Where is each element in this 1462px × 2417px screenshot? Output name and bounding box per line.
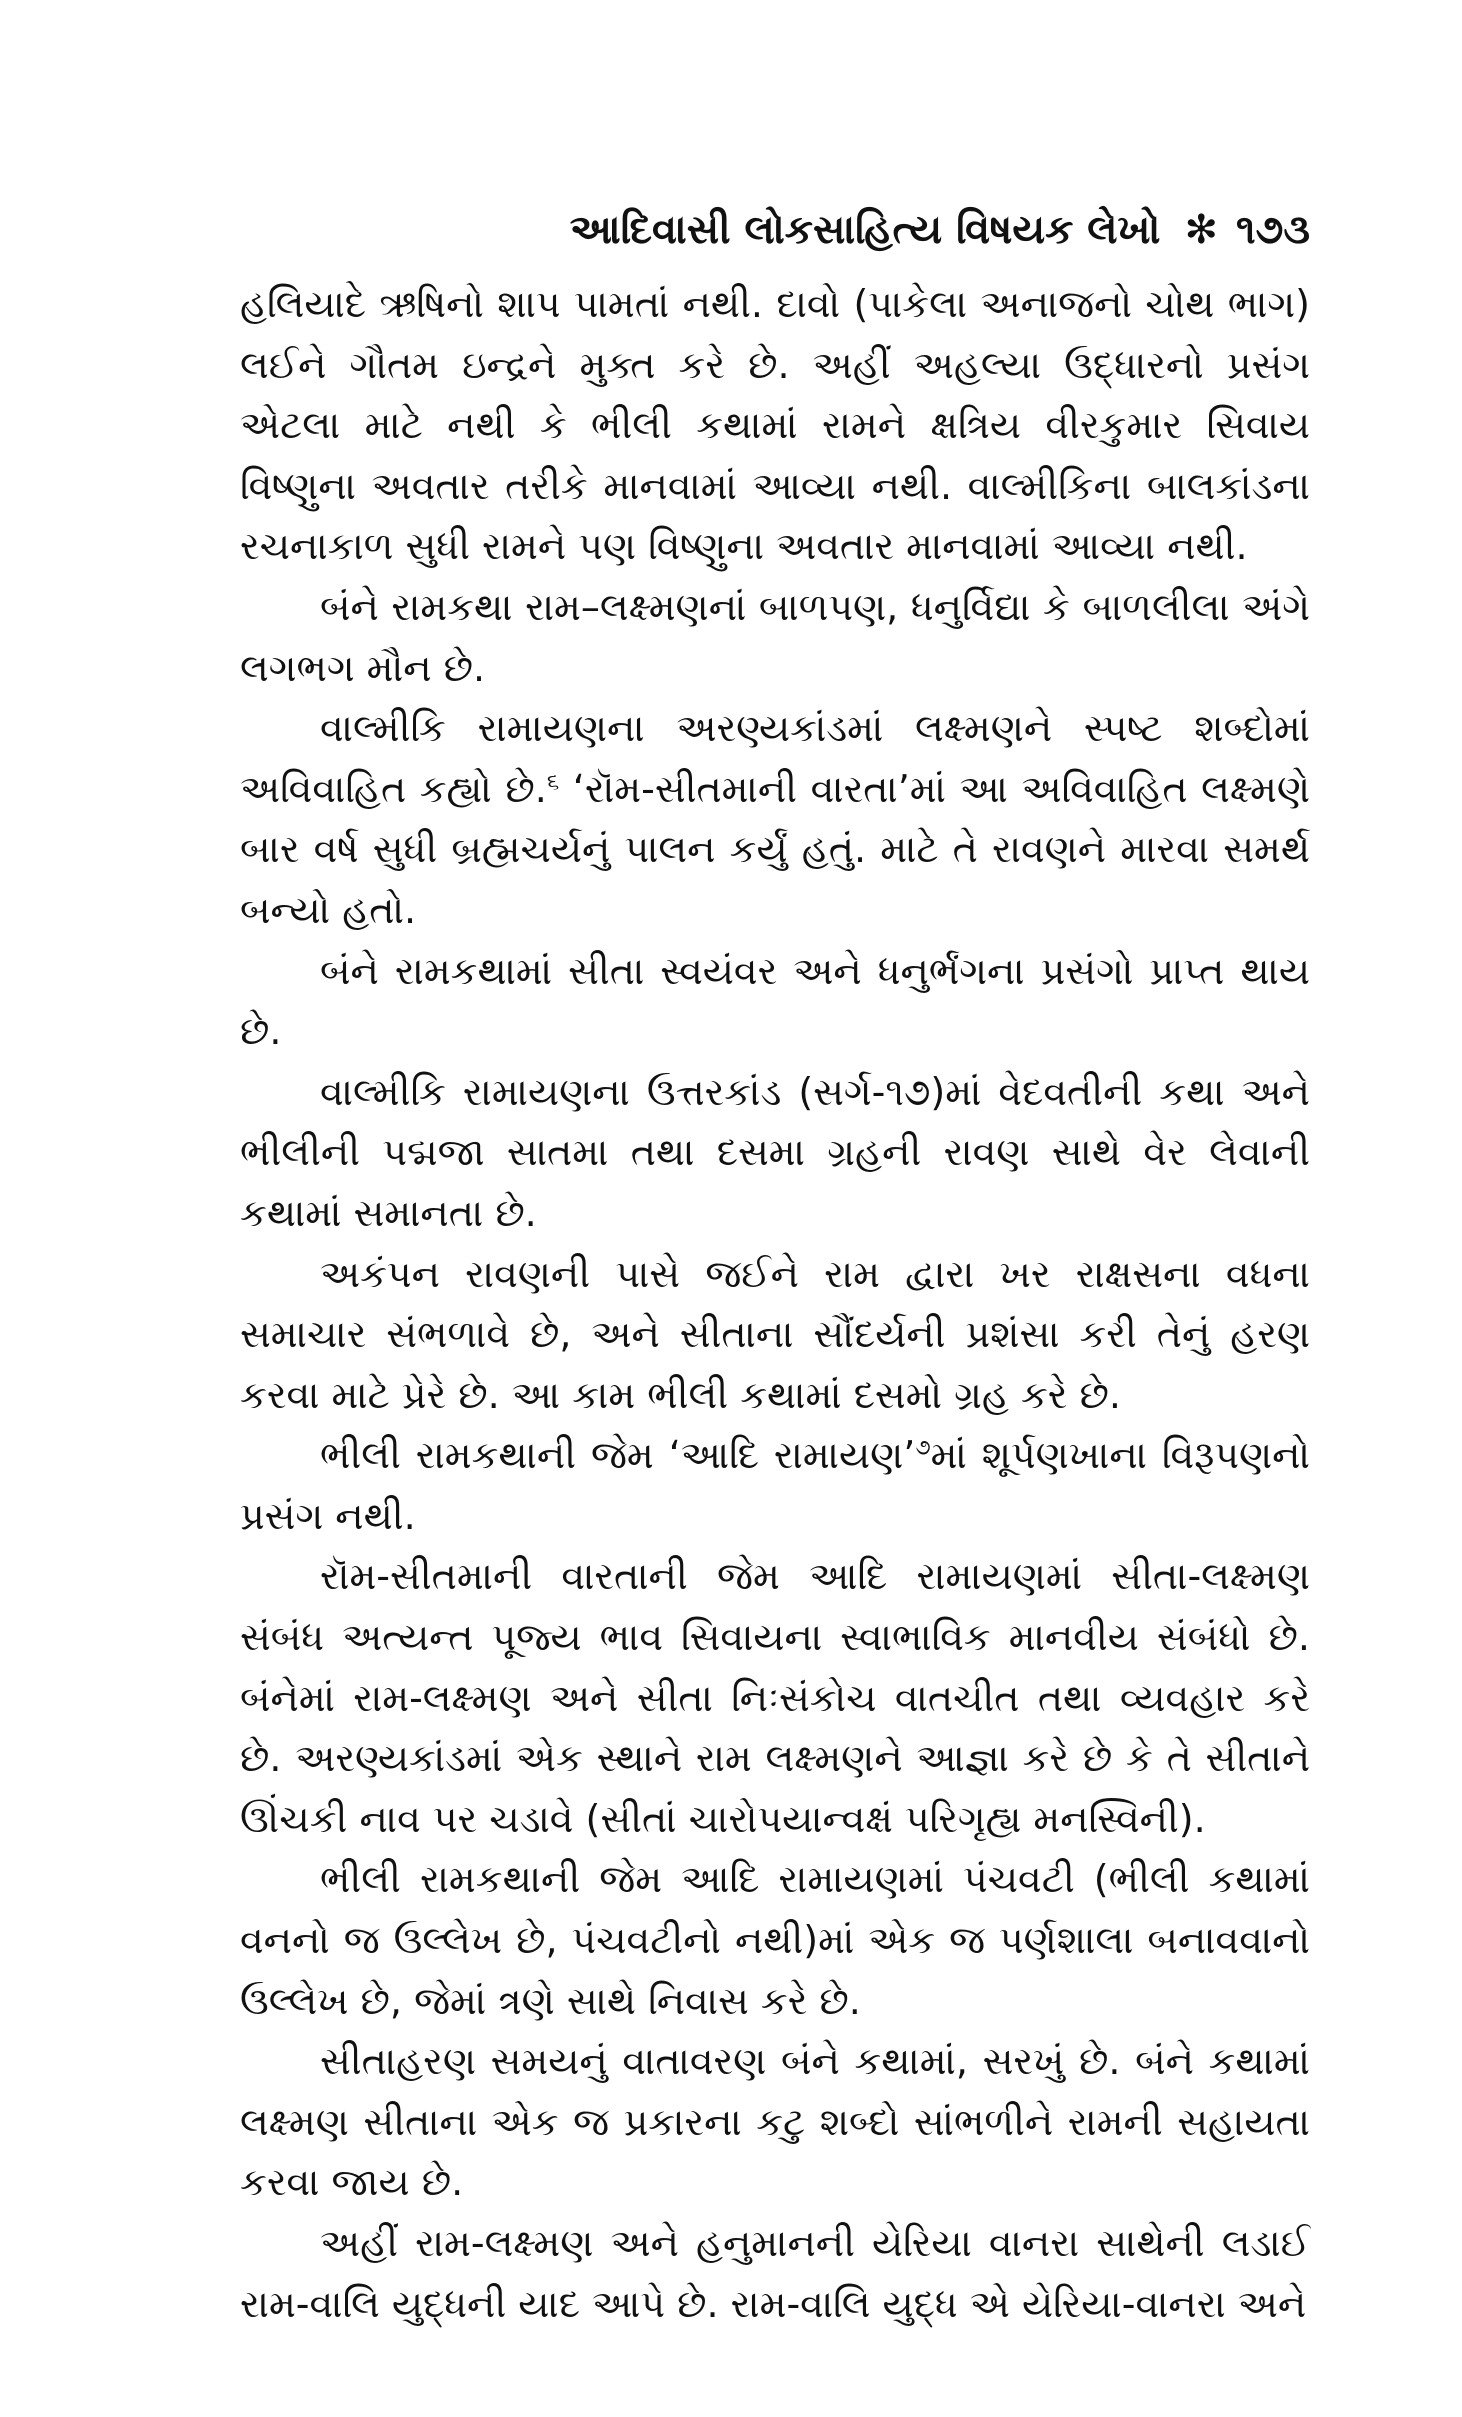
paragraph-text: ભીલી રામકથાની જેમ ‘આદિ રામાયણ’	[320, 1433, 916, 1478]
paragraph-text: માં શૂર્પણખાના વિરૂપણનો પ્રસંગ નથી.	[240, 1433, 1310, 1538]
paragraph: રૉમ-સીતમાની વારતાની જેમ આદિ રામાયણમાં સીતા-લક્ષ્મણ સંબંધ અત્યન્ત પૂજ્ય ભાવ સિવાયના સ્વાભાવિક માનવીય સંબંધો છે. બંનેમાં રામ-લક્ષ્મણ અને સીતા નિઃસંકોચ વાતચીત તથા વ્યવહાર કરે છે. અરણ્યકાંડમાં એક સ્થાને રામ લક્ષ્મણને આજ્ઞા કરે છે કે તે સીતાને ઊંચકી નાવ પર ચડાવે (સીતાં ચારોપયાન્વક્ષં પરિગૃહ્ય મનસ્વિની).	[240, 1554, 1310, 1841]
paragraph: અકંપન રાવણની પાસે જઈને રામ દ્વારા ખર રાક્ષસના વધના સમાચાર સંભળાવે છે, અને સીતાના સૌંદર્યની પ્રશંસા કરી તેનું હરણ કરવા માટે પ્રેરે છે. આ કામ ભીલી કથામાં દસમો ગ્રહ કરે છે.	[240, 1251, 1310, 1417]
footnote-marker: ૭	[915, 1435, 931, 1461]
page-number: ૧૭૩	[1235, 207, 1310, 253]
paragraph: વાલ્મીકિ રામાયણના ઉત્તરકાંડ (સર્ગ-૧૭)માં વેદવતીની કથા અને ભીલીની પદ્મજા સાતમા તથા દસમા ગ્રહની રાવણ સાથે વેર લેવાની કથામાં સમાનતા છે.	[240, 1069, 1310, 1235]
paragraph	[240, 1425, 1310, 1546]
paragraph: સીતાહરણ સમયનું વાતાવરણ બંને કથામાં, સરખું છે. બંને કથામાં લક્ષ્મણ સીતાના એક જ પ્રકારના કટુ શબ્દો સાંભળીને રામની સહાયતા કરવા જાય છે.	[240, 2039, 1310, 2205]
paragraph: ભીલી રામકથાની જેમ આદિ રામાયણમાં પંચવટી (ભીલી કથામાં વનનો જ ઉલ્લેખ છે, પંચવટીનો નથી)માં એક જ પર્ણશાલા બનાવવાનો ઉલ્લેખ છે, જેમાં ત્રણે સાથે નિવાસ કરે છે.	[240, 1857, 1310, 2023]
body-text	[240, 274, 1310, 2334]
asterisk-icon: ✻	[1184, 207, 1218, 253]
paragraph: બંને રામકથા રામ–લક્ષ્મણનાં બાળપણ, ધનુર્વિદ્યા કે બાળલીલા અંગે લગભગ મૌન છે.	[240, 584, 1310, 690]
paragraph-text: ‘રૉમ-સીતમાની વારતા’માં આ અવિવાહિત લક્ષ્મણે બાર વર્ષ સુધી બ્રહ્મચર્યનું પાલન કર્યું હતું. માટે તે રાવણને મારવા સમર્થ બન્યો હતો.	[240, 766, 1311, 932]
book-page	[240, 200, 1310, 2334]
paragraph: અહીં રામ-લક્ષ્મણ અને હનુમાનની યેરિયા વાનરા સાથેની લડાઈ રામ-વાલિ યુદ્ધની યાદ આપે છે. રામ-વાલિ યુદ્ધ એ યેરિયા-વાનરા અને	[240, 2221, 1310, 2326]
running-head-title: આદિવાસી લોકસાહિત્ય વિષયક લેખો	[569, 207, 1161, 253]
paragraph: હલિયાદે ઋષિનો શાપ પામતાં નથી. દાવો (પાકેલા અનાજનો ચોથ ભાગ) લઈને ગૌતમ ઇન્દ્રને મુક્ત કરે છે. અહીં અહલ્યા ઉદ્ધારનો પ્રસંગ એટલા માટે નથી કે ભીલી કથામાં રામને ક્ષત્રિય વીરકુમાર સિવાય વિષ્ણુના અવતાર તરીકે માનવામાં આવ્યા નથી. વાલ્મીકિના બાલકાંડના રચનાકાળ સુધી રામને પણ વિષ્ણુના અવતાર માનવામાં આવ્યા નથી.	[240, 282, 1310, 569]
paragraph	[240, 698, 1310, 940]
footnote-marker: ૬	[546, 769, 560, 795]
paragraph: બંને રામકથામાં સીતા સ્વયંવર અને ધનુર્ભંગના પ્રસંગો પ્રાપ્ત થાય છે.	[240, 948, 1310, 1054]
running-head	[240, 200, 1310, 260]
paragraph-text: વાલ્મીકિ રામાયણના અરણ્યકાંડમાં લક્ષ્મણને સ્પષ્ટ શબ્દોમાં અવિવાહિત કહ્યો છે.	[240, 706, 1310, 811]
